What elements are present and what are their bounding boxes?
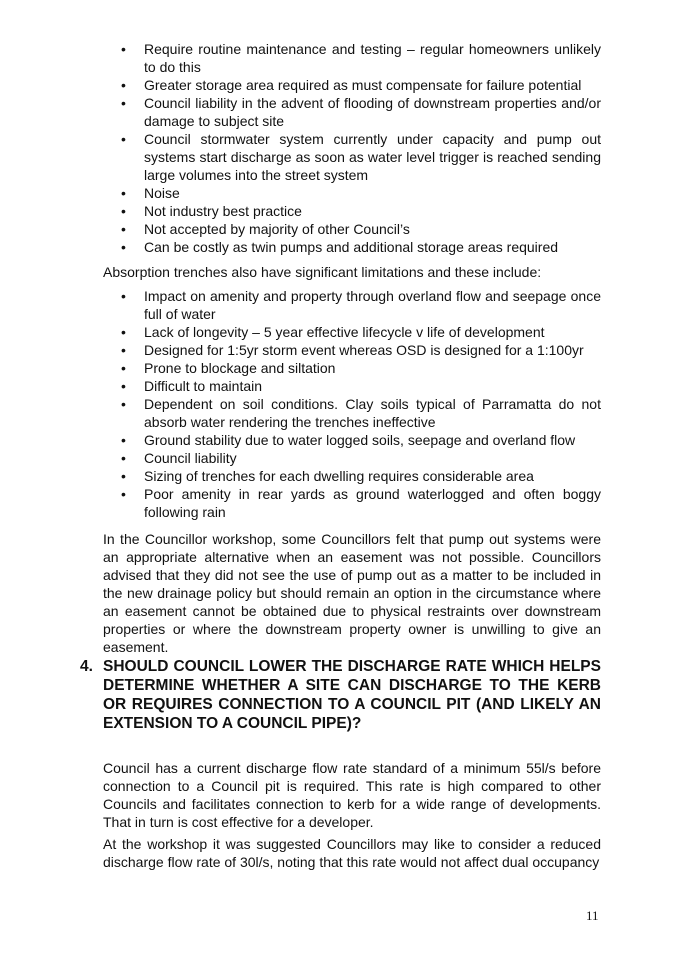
list-item-text: Sizing of trenches for each dwelling requires considerable area (144, 468, 534, 484)
list-item-text: Designed for 1:5yr storm event whereas OSD is designed for a 1:100yr (144, 342, 584, 358)
list-item-text: Noise (144, 185, 180, 201)
list-item (0, 485, 683, 521)
pump-out-limitations-list (0, 40, 683, 256)
bullet-icon: • (121, 360, 126, 376)
list-item (0, 40, 683, 76)
bullet-icon: • (121, 131, 126, 147)
list-item-text: Not industry best practice (144, 203, 302, 219)
section-title: SHOULD COUNCIL LOWER THE DISCHARGE RATE WHICH HELPS DETERMINE WHETHER A SITE CAN DISCHARGE TO THE KERB OR REQUIRES CONNECTION TO A COUNCIL PIT (AND LIKELY AN EXTENSION TO A COUNCIL PIPE)? (103, 658, 601, 732)
absorption-trenches-intro: Absorption trenches also have significant limitations and these include: (103, 264, 542, 280)
list-item (0, 220, 683, 238)
bullet-icon: • (121, 95, 126, 111)
list-item (0, 76, 683, 94)
list-item-text: Lack of longevity – 5 year effective lifecycle v life of development (144, 324, 545, 340)
page-number: 11 (586, 908, 599, 923)
list-item-text: Dependent on soil conditions. Clay soils typical of Parramatta do not absorb water rendering the trenches ineffective (144, 396, 601, 430)
councillor-workshop-paragraph: In the Councillor workshop, some Councillors felt that pump out systems were an appropriate alternative when an easement was not possible. Councillors advised that they did not see the use of pump out as a matter to be included in the new drainage policy but should remain an option in the circumstance where an easement cannot be obtained due to physical restraints over downstream properties or where the downstream property owner is unwilling to give an easement. (103, 531, 601, 655)
list-item (0, 449, 683, 467)
list-item (0, 377, 683, 395)
list-item-text: Greater storage area required as must compensate for failure potential (144, 77, 582, 93)
list-item (0, 184, 683, 202)
bullet-icon: • (121, 288, 126, 304)
list-item (0, 238, 683, 256)
list-item (0, 287, 683, 323)
workshop-suggestion-paragraph: At the workshop it was suggested Councillors may like to consider a reduced discharge flow rate of 30l/s, noting that this rate would not affect dual occupancy (103, 836, 601, 870)
list-item-text: Prone to blockage and siltation (144, 360, 336, 376)
list-item (0, 467, 683, 485)
section-heading (80, 657, 601, 733)
bullet-icon: • (121, 221, 126, 237)
bullet-icon: • (121, 324, 126, 340)
list-item (0, 323, 683, 341)
list-item-text: Require routine maintenance and testing – regular homeowners unlikely to do this (144, 41, 601, 75)
bullet-icon: • (121, 378, 126, 394)
list-item (0, 395, 683, 431)
bullet-icon: • (121, 203, 126, 219)
list-item (0, 359, 683, 377)
bullet-icon: • (121, 185, 126, 201)
list-item (0, 94, 683, 130)
list-item-text: Council liability (144, 450, 237, 466)
list-item-text: Council stormwater system currently under capacity and pump out systems start discharge as soon as water level trigger is reached sending large volumes into the street system (144, 131, 601, 183)
bullet-icon: • (121, 239, 126, 255)
discharge-rate-paragraph: Council has a current discharge flow rate standard of a minimum 55l/s before connection to a Council pit is required. This rate is high compared to other Councils and facilitates connection to kerb for a wide range of developments. That in turn is cost effective for a developer. (103, 760, 601, 830)
bullet-icon: • (121, 396, 126, 412)
list-item-text: Impact on amenity and property through overland flow and seepage once full of water (144, 288, 601, 322)
list-item-text: Not accepted by majority of other Council’s (144, 221, 410, 237)
list-item (0, 431, 683, 449)
list-item-text: Council liability in the advent of flooding of downstream properties and/or damage to subject site (144, 95, 601, 129)
bullet-icon: • (121, 468, 126, 484)
list-item-text: Poor amenity in rear yards as ground waterlogged and often boggy following rain (144, 486, 601, 520)
bullet-icon: • (121, 342, 126, 358)
list-item (0, 341, 683, 359)
list-item-text: Ground stability due to water logged soils, seepage and overland flow (144, 432, 576, 448)
list-item (0, 202, 683, 220)
list-item-text: Difficult to maintain (144, 378, 263, 394)
bullet-icon: • (121, 41, 126, 57)
bullet-icon: • (121, 432, 126, 448)
absorption-trench-limitations-list (0, 287, 683, 521)
section-number: 4. (80, 658, 93, 675)
list-item-text: Can be costly as twin pumps and additional storage areas required (144, 239, 559, 255)
list-item (0, 130, 683, 184)
bullet-icon: • (121, 77, 126, 93)
bullet-icon: • (121, 450, 126, 466)
bullet-icon: • (121, 486, 126, 502)
